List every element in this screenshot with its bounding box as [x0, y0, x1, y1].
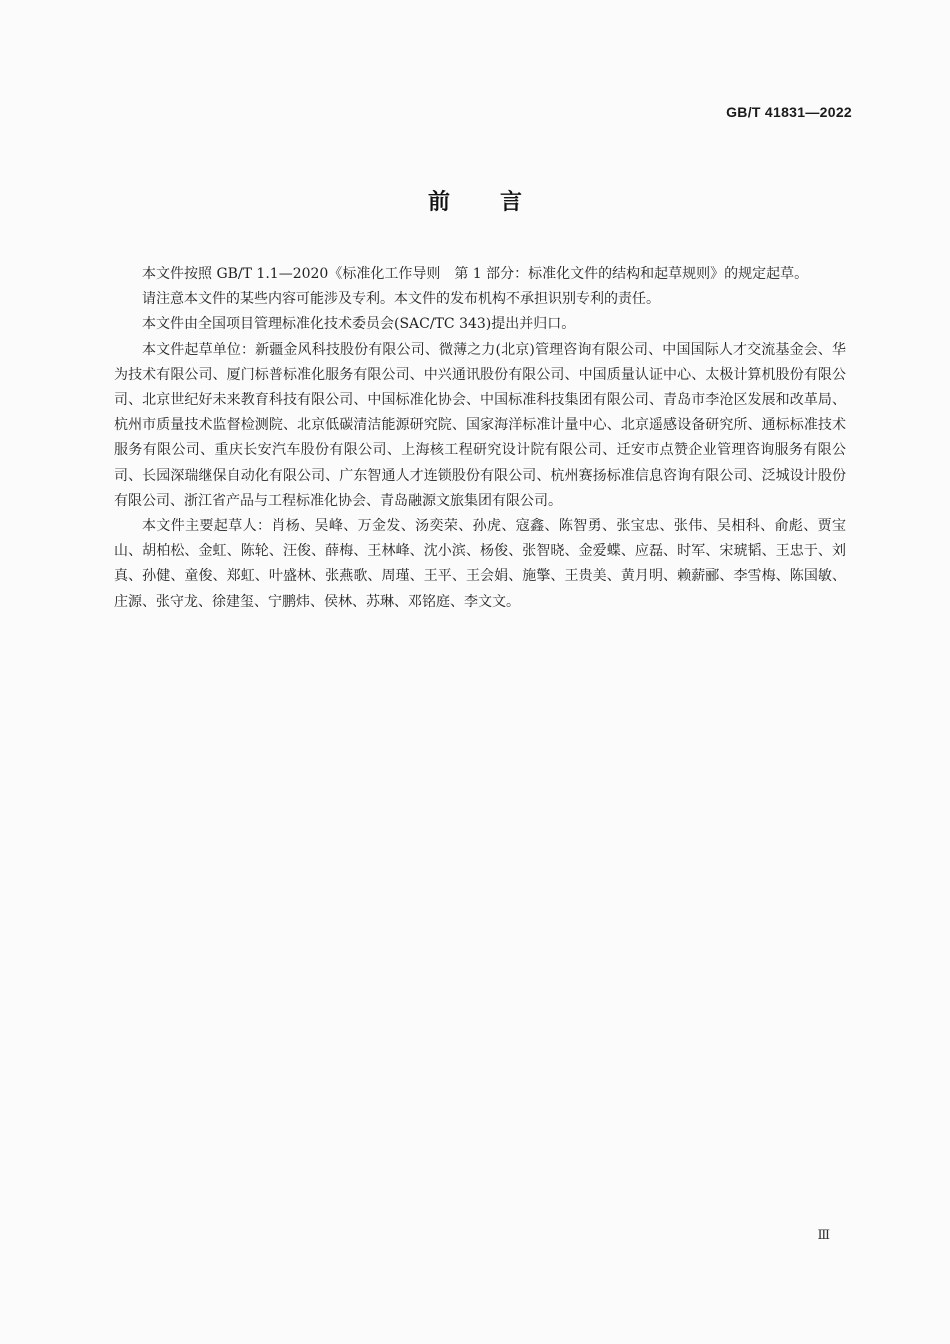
paragraph-drafters: 本文件主要起草人：肖杨、吴峰、万金发、汤奕荣、孙虎、寇鑫、陈智勇、张宝忠、张伟、吴相科、俞彪、贾宝山、胡柏松、金虹、陈轮、汪俊、薛梅、王林峰、沈小滨、杨俊、张智晓、金爱蝶、应磊、时军、宋琥韬、王忠于、刘真、孙健、童俊、郑虹、叶盛林、张燕歌、周瑾、王平、王会娟、施擎、王贵美、黄月明、赖薪郦、李雪梅、陈国敏、庄源、张守龙、徐建玺、宁鹏炜、侯林、苏琳、邓铭庭、李文文。: [114, 518, 846, 610]
standard-code: GB/T 41831—2022: [726, 104, 852, 120]
title-char-2: 言: [500, 190, 523, 215]
paragraph-drafting-units: 本文件起草单位：新疆金风科技股份有限公司、微薄之力(北京)管理咨询有限公司、中国国际人才交流基金会、华为技术有限公司、厦门标普标准化服务有限公司、中兴通讯股份有限公司、中国质量认证中心、太极计算机股份有限公司、北京世纪好未来教育科技有限公司、中国标准化协会、中国标准科技集团有限公司、青岛市李沧区发展和改革局、杭州市质量技术监督检测院、北京低碳清洁能源研究院、国家海洋标准计量中心、北京遥感设备研究所、通标标准技术服务有限公司、重庆长安汽车股份有限公司、上海核工程研究设计院有限公司、迁安市点赞企业管理咨询服务有限公司、长园深瑞继保自动化有限公司、广东智通人才连锁股份有限公司、杭州赛扬标准信息咨询有限公司、泛城设计股份有限公司、浙江省产品与工程标准化协会、青岛融源文旅集团有限公司。: [114, 341, 846, 509]
title-char-1: 前: [427, 190, 450, 215]
foreword-body: [114, 262, 846, 615]
paragraph-proposer: 本文件由全国项目管理标准化技术委员会(SAC/TC 343)提出并归口。: [142, 316, 576, 333]
page-title: [0, 185, 950, 216]
page-number: Ⅲ: [817, 1228, 830, 1243]
paragraph-patent-notice: 请注意本文件的某些内容可能涉及专利。本文件的发布机构不承担识别专利的责任。: [142, 291, 660, 308]
paragraph-drafting-rules: 本文件按照 GB/T 1.1—2020《标准化工作导则 第 1 部分：标准化文件的结构和起草规则》的规定起草。: [142, 266, 809, 282]
